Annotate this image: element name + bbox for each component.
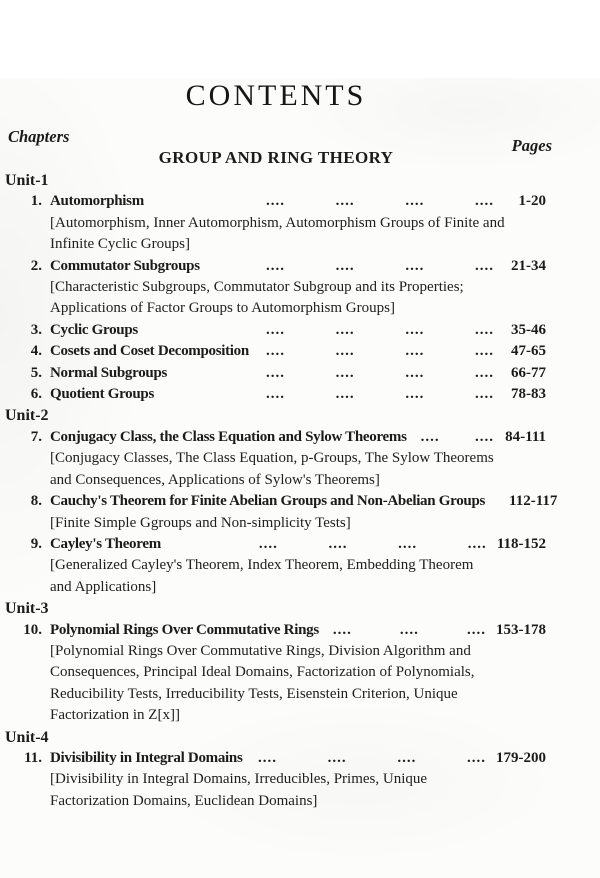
dot-leader-group: .... — [266, 321, 285, 338]
toc-row — [6, 534, 546, 555]
unit-chapter-list — [6, 620, 546, 727]
dot-leader-group: .... — [405, 364, 425, 381]
description-line: [Generalized Cayley's Theorem, Index Theorem, Embedding Theorem — [50, 557, 474, 574]
dot-leader-group: .... — [335, 321, 355, 338]
page-range: 112-117 — [509, 493, 558, 510]
dot-leader-group: .... — [474, 257, 494, 274]
description-line: [Finite Simple Ggroups and Non-simplicity Tests] — [50, 514, 351, 531]
toc-row — [6, 384, 546, 405]
page-range: 35-46 — [511, 321, 546, 338]
page-range: 78-83 — [511, 386, 546, 403]
dot-leader-group: .... — [266, 364, 285, 381]
toc-row — [6, 620, 546, 641]
section-title: GROUP AND RING THEORY — [158, 148, 394, 167]
dot-leader-group: .... — [266, 193, 285, 210]
chapter-number: 7. — [30, 428, 42, 445]
description-line: Factorization in Z[x]] — [50, 707, 180, 724]
dot-leader — [252, 191, 504, 212]
chapter-number: 10. — [23, 621, 42, 638]
dot-leader-group: .... — [405, 321, 425, 338]
toc-chapter — [6, 534, 546, 598]
dot-leader-group: .... — [335, 257, 355, 274]
toc-row — [6, 256, 546, 277]
dot-leader-group: .... — [258, 749, 277, 766]
chapter-title: Commutator Subgroups — [50, 257, 200, 274]
chapter-number: 5. — [30, 364, 42, 381]
chapter-title: Automorphism — [50, 193, 144, 210]
toc-chapter — [6, 191, 546, 255]
toc-row — [6, 320, 546, 341]
chapter-description — [6, 513, 546, 534]
unit-label: Unit-1 — [5, 172, 49, 189]
dot-leader-group: .... — [405, 193, 425, 210]
dot-leader-group: .... — [467, 535, 487, 552]
unit-label: Unit-2 — [5, 407, 49, 425]
dot-leader-group: .... — [474, 386, 494, 403]
page-range: 66-77 — [511, 364, 546, 381]
contents-page — [0, 78, 600, 878]
chapter-title: Normal Subgroups — [50, 364, 168, 381]
chapter-title: Cauchy's Theorem for Finite Abelian Groups and Non-Abelian Groups — [50, 493, 486, 510]
unit-label: Unit-4 — [5, 728, 49, 746]
chapter-number: 8. — [30, 493, 42, 510]
chapter-description — [6, 277, 546, 320]
dot-leader — [252, 256, 504, 277]
dot-leader-group: .... — [328, 535, 348, 552]
unit-label: Unit-3 — [5, 600, 49, 618]
toc-chapter — [6, 491, 558, 534]
chapters-column-header: Chapters — [8, 127, 70, 146]
chapter-title: Cyclic Groups — [50, 321, 138, 338]
unit-chapter-list — [6, 427, 558, 598]
dot-leader-group: .... — [397, 749, 417, 766]
chapter-title: Cosets and Coset Decomposition — [50, 343, 249, 360]
toc-row — [6, 363, 546, 384]
toc-row — [6, 748, 546, 769]
chapter-number: 2. — [30, 257, 42, 274]
dot-leader — [252, 320, 504, 341]
toc-row — [6, 491, 558, 512]
description-line: [Automorphism, Inner Automorphism, Automorphism Groups of Finite and — [50, 214, 505, 231]
unit-chapter-list — [6, 748, 546, 812]
chapter-title: Divisibility in Integral Domains — [50, 749, 243, 766]
dot-leader — [407, 427, 504, 448]
page-range: 84-111 — [505, 428, 546, 445]
toc-chapter — [6, 748, 546, 812]
dot-leader-group: .... — [474, 193, 494, 210]
dot-leader-group: .... — [332, 621, 352, 638]
description-line: Reducibility Tests, Irreducibility Tests, Eisenstein Criterion, Unique — [50, 685, 458, 702]
toc-chapter — [6, 341, 546, 362]
dot-leader — [319, 620, 496, 641]
dot-leader — [252, 341, 504, 362]
description-line: Factorization Domains, Euclidean Domains] — [50, 792, 318, 809]
dot-leader-group: .... — [405, 343, 425, 360]
dot-leader-group: .... — [405, 386, 425, 403]
dot-leader-group: .... — [398, 535, 418, 552]
toc-chapter — [6, 363, 546, 384]
description-line: Infinite Cyclic Groups] — [50, 236, 190, 253]
page-range: 47-65 — [511, 343, 546, 360]
chapter-description — [6, 448, 546, 491]
dot-leader-group: .... — [266, 343, 285, 360]
unit-chapter-list — [6, 191, 546, 405]
chapter-title: Cayley's Theorem — [50, 535, 161, 552]
toc-list — [5, 170, 558, 812]
description-line: Applications of Factor Groups to Automorphism Groups] — [50, 300, 395, 317]
toc-unit — [6, 598, 546, 726]
dot-leader-group: .... — [266, 386, 285, 403]
description-line: [Polynomial Rings Over Commutative Rings, Division Algorithm and — [50, 642, 471, 659]
dot-leader-group: .... — [474, 364, 494, 381]
chapter-number: 4. — [30, 343, 42, 360]
dot-leader-group: .... — [474, 321, 494, 338]
dot-leader-group: .... — [466, 621, 486, 638]
contents-header — [6, 124, 552, 168]
description-line: [Characteristic Subgroups, Commutator Subgroup and its Properties; — [50, 279, 464, 296]
toc-chapter — [6, 384, 546, 405]
toc-row — [6, 427, 546, 448]
dot-leader-group: .... — [335, 343, 355, 360]
description-line: and Applications] — [50, 578, 157, 595]
toc-unit — [6, 727, 546, 813]
dot-leader — [252, 363, 504, 384]
description-line: [Conjugacy Classes, The Class Equation, p-Groups, The Sylow Theorems — [50, 450, 494, 467]
chapter-description — [6, 213, 546, 256]
pages-column-header: Pages — [511, 136, 552, 155]
dot-leader-group: .... — [327, 749, 347, 766]
description-line: Consequences, Principal Ideal Domains, Factorization of Polynomials, — [50, 664, 475, 681]
dot-leader-group: .... — [399, 621, 419, 638]
dot-leader-group: .... — [335, 364, 355, 381]
toc-chapter — [6, 320, 546, 341]
chapter-title: Conjugacy Class, the Class Equation and Sylow Theorems — [50, 428, 407, 445]
page-range: 1-20 — [518, 193, 546, 210]
dot-leader-group: .... — [266, 257, 285, 274]
page-range: 118-152 — [496, 535, 546, 552]
dot-leader-group: .... — [335, 386, 355, 403]
dot-leader-group: .... — [405, 257, 425, 274]
chapter-description — [6, 769, 546, 812]
toc-row — [6, 191, 546, 212]
toc-chapter — [6, 620, 546, 727]
dot-leader-group: .... — [420, 428, 440, 445]
chapter-number: 11. — [24, 749, 42, 766]
chapter-number: 3. — [30, 321, 42, 338]
page-range: 179-200 — [496, 749, 546, 766]
chapter-title: Quotient Groups — [50, 386, 154, 403]
page-range: 21-34 — [511, 257, 546, 274]
dot-leader — [245, 534, 497, 555]
dot-leader-group: .... — [258, 535, 278, 552]
page-title: CONTENTS — [185, 79, 367, 112]
dot-leader-group: .... — [475, 428, 494, 445]
dot-leader — [252, 384, 504, 405]
toc-unit — [6, 170, 546, 405]
dot-leader — [244, 748, 496, 769]
toc-chapter — [6, 427, 546, 491]
description-line: and Consequences, Applications of Sylow's Theorems] — [50, 471, 380, 488]
chapter-description — [6, 641, 546, 727]
chapter-description — [6, 555, 546, 598]
chapter-number: 1. — [30, 193, 42, 210]
chapter-title: Polynomial Rings Over Commutative Rings — [50, 621, 319, 638]
chapter-number: 9. — [30, 535, 42, 552]
dot-leader-group: .... — [466, 749, 486, 766]
toc-chapter — [6, 256, 546, 320]
toc-unit — [5, 405, 558, 598]
toc-row — [6, 341, 546, 362]
dot-leader-group: .... — [335, 193, 355, 210]
dot-leader-group: .... — [474, 343, 494, 360]
chapter-number: 6. — [30, 386, 42, 403]
page-range: 153-178 — [496, 621, 546, 638]
description-line: [Divisibility in Integral Domains, Irreducibles, Primes, Unique — [50, 771, 428, 788]
